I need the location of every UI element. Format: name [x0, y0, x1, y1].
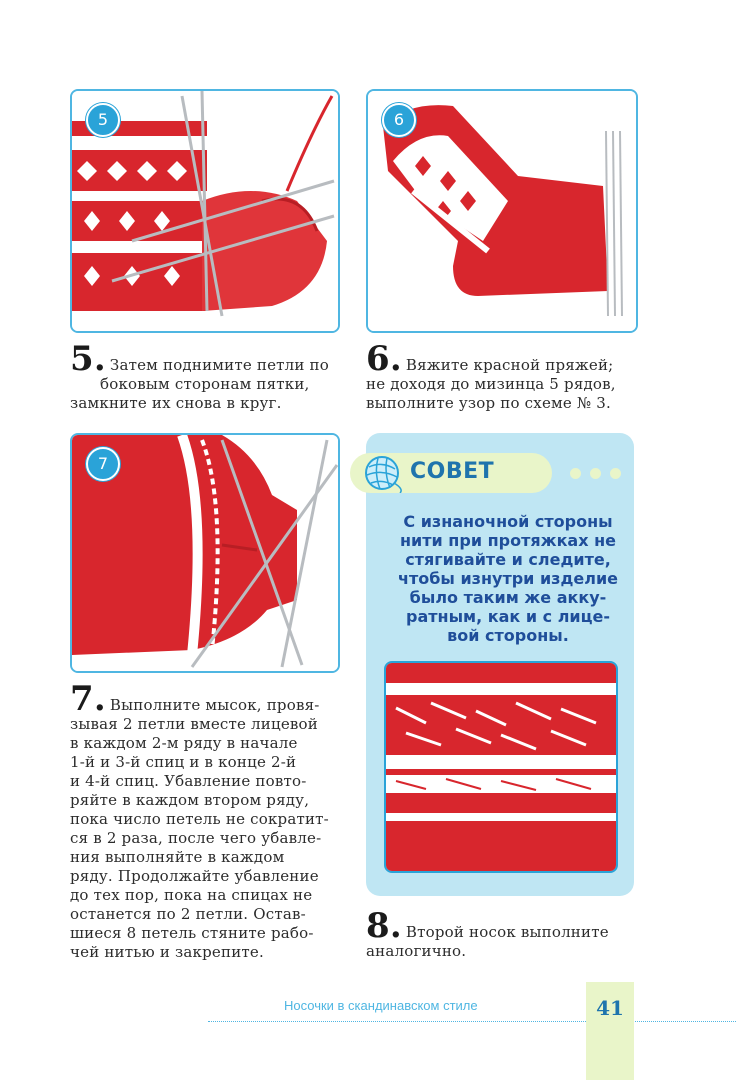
tip-header — [350, 453, 552, 493]
footer-divider — [208, 1021, 736, 1022]
tip-box — [366, 433, 634, 896]
step-number: 7. — [70, 679, 106, 719]
decor-dot — [610, 468, 621, 479]
step-number: 5. — [70, 339, 106, 379]
step-6-text: 6. Вяжите красной пряжей; не доходя до мизинца 5 рядов, выполните узор по схеме № 3. — [366, 339, 616, 412]
photo-step-6 — [366, 89, 638, 333]
step-number: 8. — [366, 906, 402, 946]
photo-step-7 — [70, 433, 340, 673]
tip-text: С изнаночной стороны нити при протяжках не стягивайте и следите, чтобы изнутри изделие было таким же акку- ратным, как и с лице- вой стороны. — [397, 512, 619, 645]
photo-step-5 — [70, 89, 340, 333]
page-number: 41 — [596, 996, 624, 1020]
step-8-text: 8. Второй носок выполните аналогично. — [366, 906, 609, 960]
step-badge: 6 — [382, 103, 416, 137]
page-tab — [586, 982, 634, 1080]
tip-photo — [384, 661, 618, 873]
tip-title: СОВЕТ — [410, 459, 495, 484]
decor-dot — [570, 468, 581, 479]
footer-title: Носочки в скандинавском стиле — [284, 998, 478, 1013]
decor-dot — [590, 468, 601, 479]
step-7-text: 7. Выполните мысок, провя- зывая 2 петли вместе лицевой в каждом 2-м ряду в начале 1-й и 3-й спиц и в конце 2-й и 4-й спиц. Убавление повто- ряйте в каждом втором ряду, пока число петель не сократит- ся в 2 раза, после чего убавле- ния выполняйте в каждом ряду. Продолжайте убавление до тех пор, пока на спицах не останется по 2 петли. Остав- шиеся 8 петель стяните рабо- чей нитью и закрепите. — [70, 679, 329, 961]
yarn-ball-icon — [360, 453, 406, 493]
step-badge: 7 — [86, 447, 120, 481]
step-5-text: 5. Затем поднимите петли по боковым сторонам пятки, замкните их снова в круг. — [70, 339, 329, 412]
step-number: 6. — [366, 339, 402, 379]
step-badge: 5 — [86, 103, 120, 137]
